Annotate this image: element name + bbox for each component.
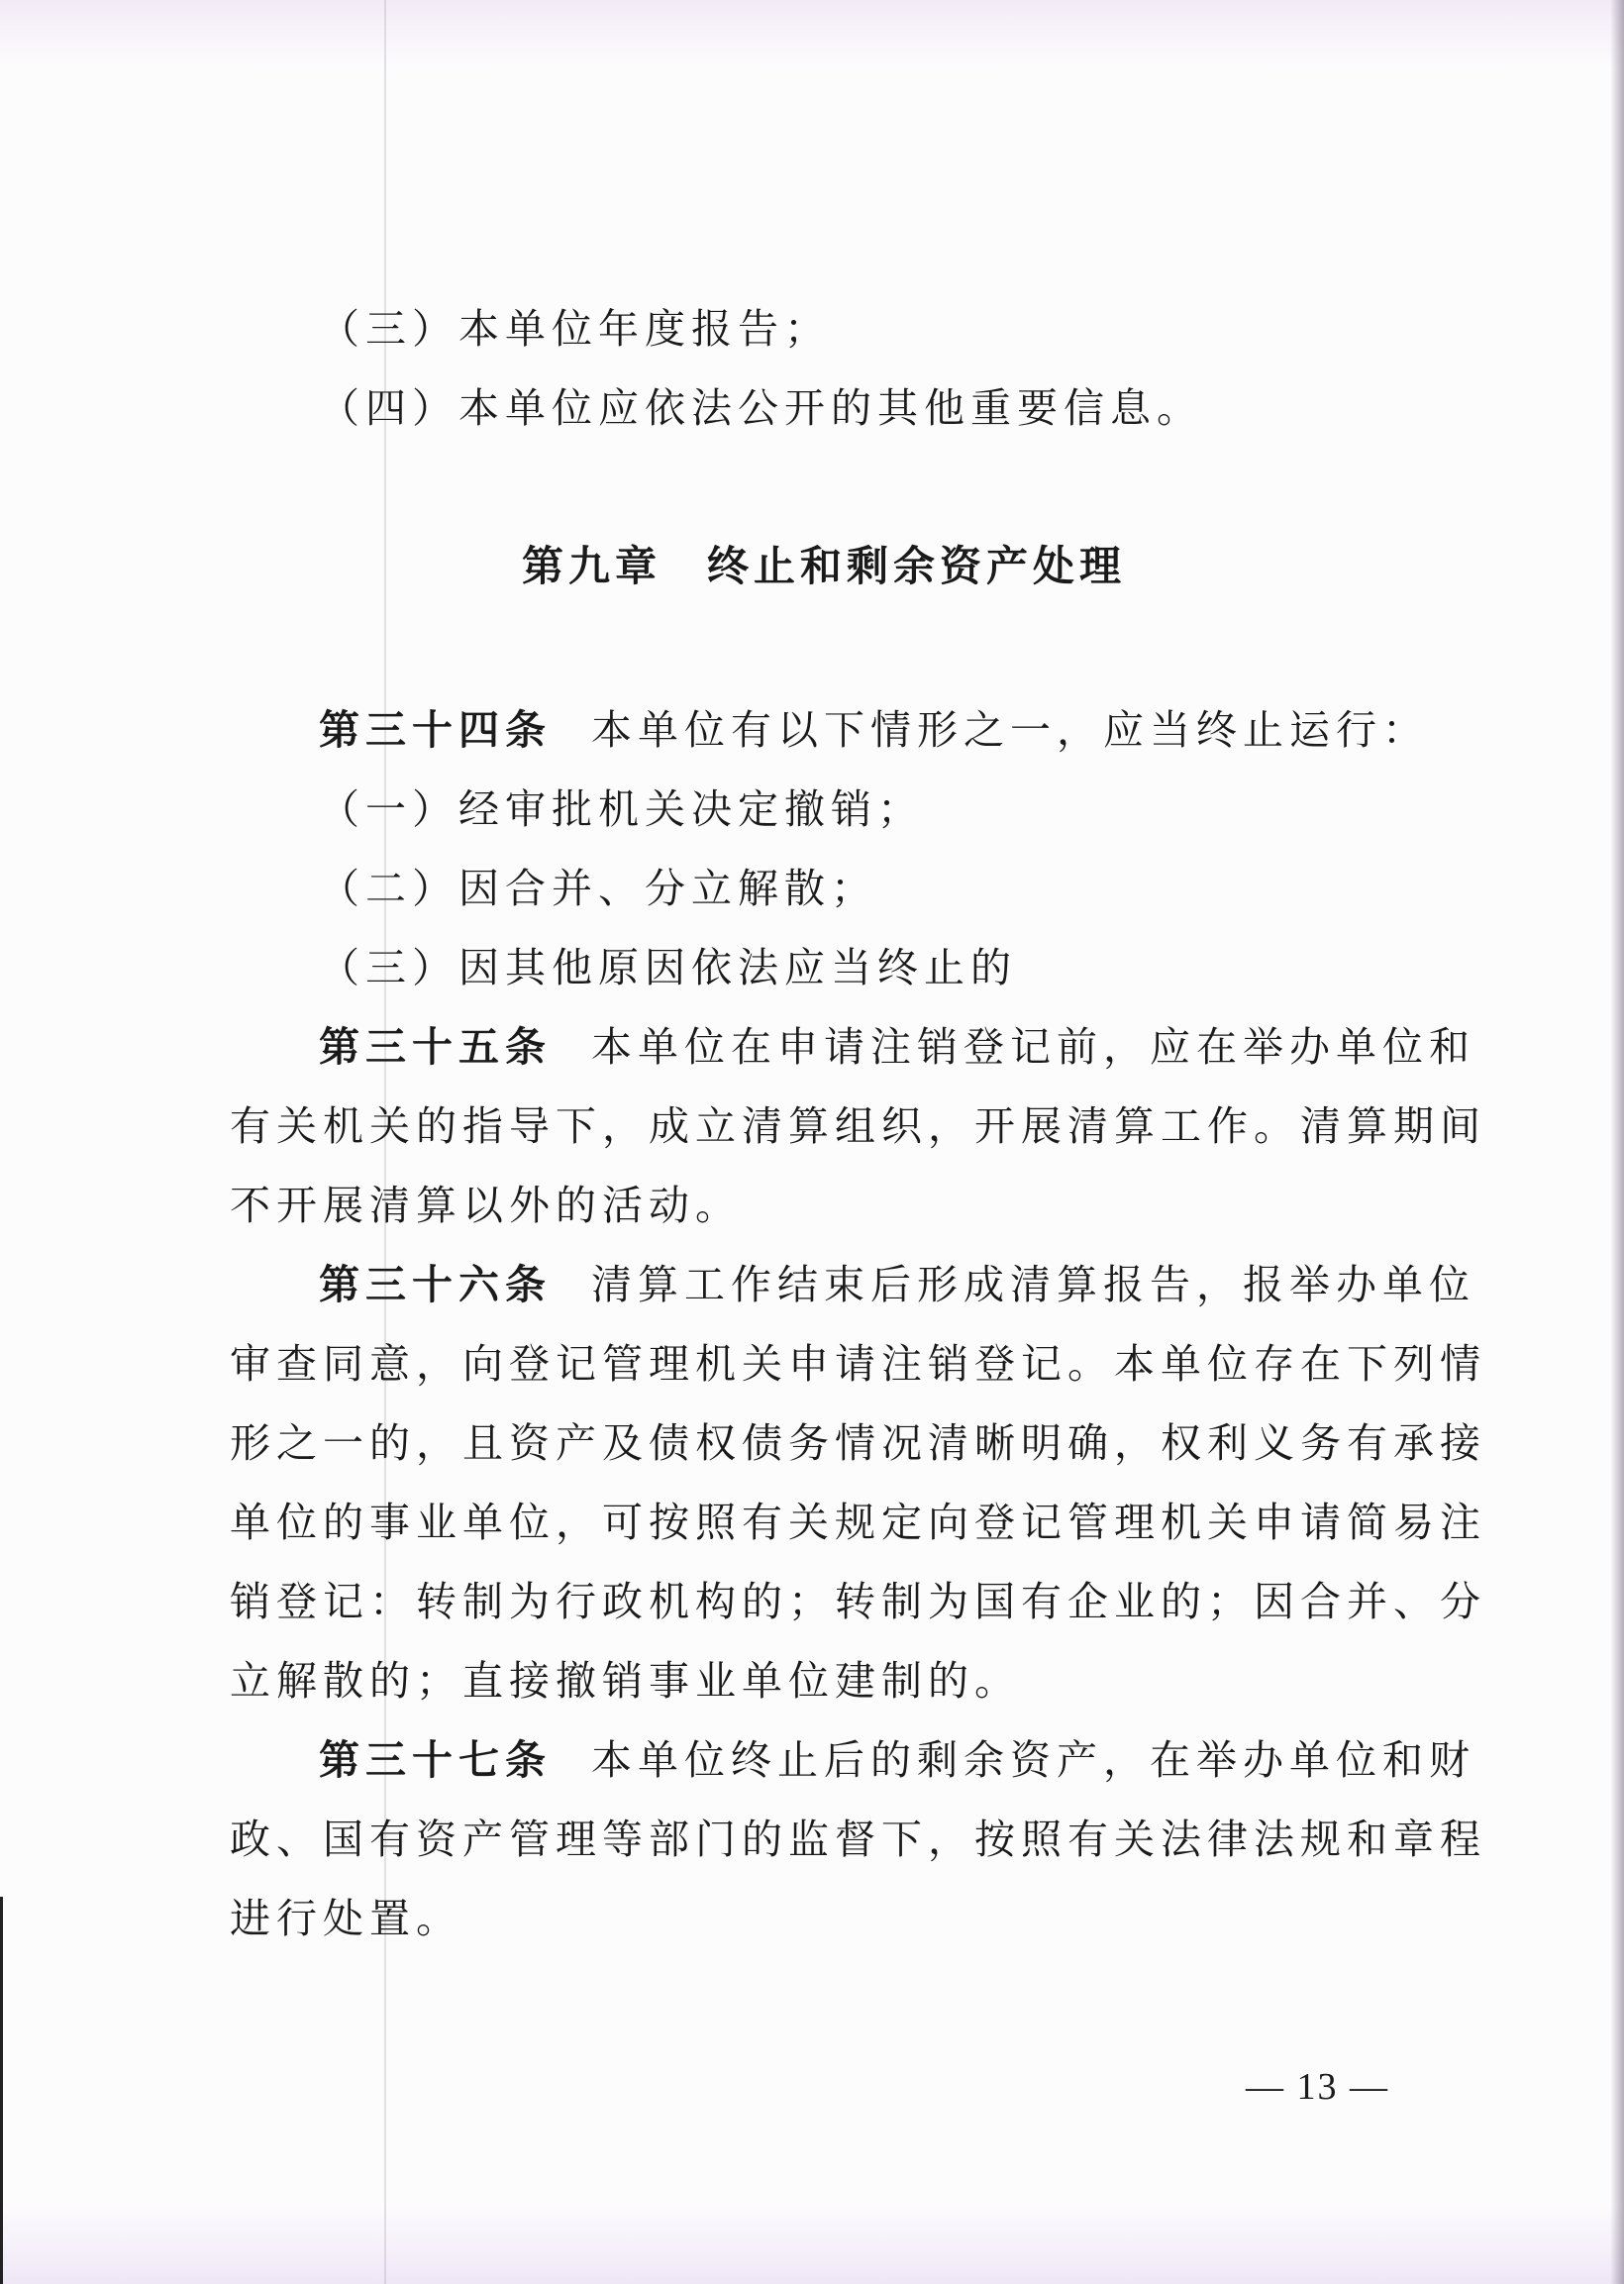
article-heading: 第三十五条 (319, 1023, 552, 1071)
chapter-number: 第九章 (521, 542, 661, 590)
chapter-name: 终止和剩余资产处理 (707, 542, 1127, 590)
paragraph-line: 立解散的；直接撤销事业单位建制的。 (230, 1657, 1021, 1705)
paragraph-line: 单位的事业单位，可按照有关规定向登记管理机关申请简易注 (230, 1499, 1486, 1546)
article-text: 本单位在申请注销登记前，应在举办单位和 (591, 1023, 1475, 1071)
scan-edge-mark (0, 1897, 3, 2284)
scan-tint-bottom (0, 2205, 1624, 2284)
paragraph-line: 进行处置。 (230, 1895, 462, 1942)
scan-tint-top (0, 0, 1624, 69)
paragraph-line: 形之一的，且资产及债权债务情况清晰明确，权利义务有承接 (230, 1419, 1486, 1467)
article-text: 清算工作结束后形成清算报告，报举办单位 (591, 1261, 1475, 1308)
article-35 (319, 1017, 1475, 1077)
article-text: 本单位有以下情形之一，应当终止运行： (591, 706, 1429, 754)
list-item: （三）因其他原因依法应当终止的 (319, 944, 1017, 991)
article-heading: 第三十六条 (319, 1261, 552, 1308)
article-heading: 第三十七条 (319, 1736, 552, 1784)
list-item: （四）本单位应依法公开的其他重要信息。 (319, 384, 1203, 432)
article-34 (319, 700, 1429, 760)
article-36 (319, 1255, 1475, 1314)
page-edge-shadow (1610, 0, 1624, 2284)
page-number: — 13 — (1246, 2066, 1389, 2108)
paragraph-line: 不开展清算以外的活动。 (230, 1182, 742, 1229)
paragraph-line: 销登记：转制为行政机构的；转制为国有企业的；因合并、分 (230, 1578, 1486, 1625)
paragraph-line: 政、国有资产管理等部门的监督下，按照有关法律法规和章程 (230, 1816, 1486, 1863)
list-item: （一）经审批机关决定撤销； (319, 785, 924, 833)
article-37 (319, 1730, 1475, 1790)
chapter-title (230, 537, 1418, 596)
paragraph-line: 有关机关的指导下，成立清算组织，开展清算工作。清算期间 (230, 1102, 1486, 1150)
article-heading: 第三十四条 (319, 706, 552, 754)
list-item: （三）本单位年度报告； (319, 305, 831, 353)
paragraph-line: 审查同意，向登记管理机关申请注销登记。本单位存在下列情 (230, 1340, 1486, 1388)
article-text: 本单位终止后的剩余资产，在举办单位和财 (591, 1736, 1475, 1784)
list-item: （二）因合并、分立解散； (319, 865, 877, 912)
